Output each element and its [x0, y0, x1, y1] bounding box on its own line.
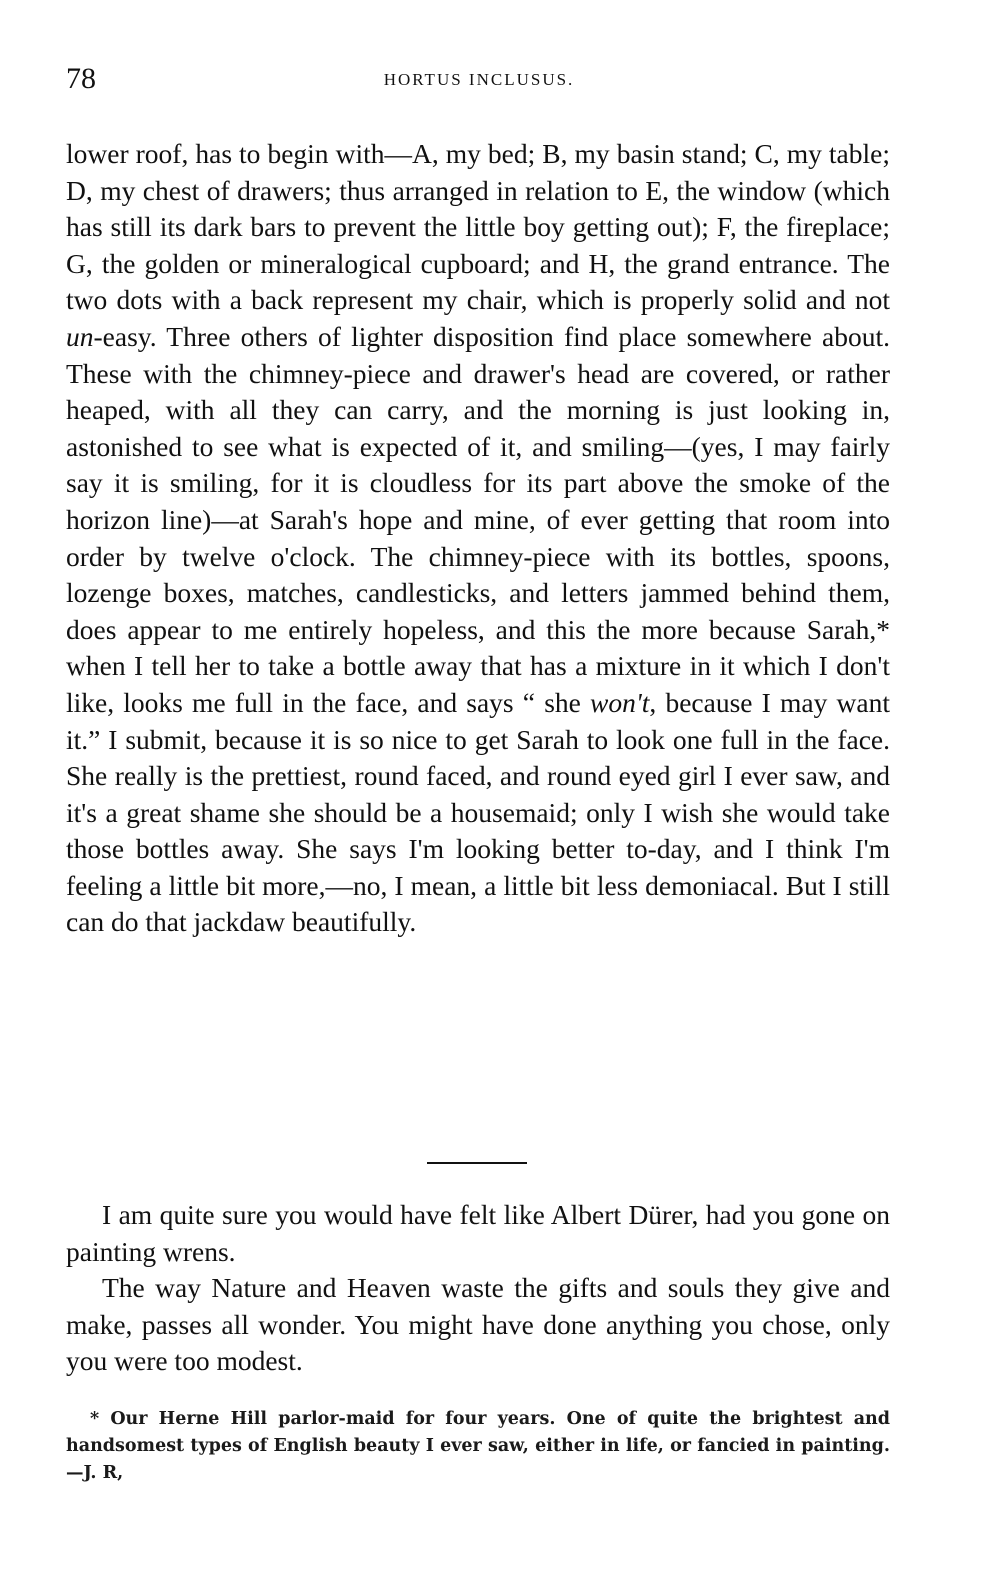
- section-divider: [427, 1162, 527, 1164]
- page-number: 78: [66, 62, 96, 95]
- footnote: * Our Herne Hill parlor-maid for four years. One of quite the brightest and handsomest types of English beauty I ever saw, either in life, or fancied in painting.—J. R,: [66, 1409, 890, 1483]
- running-title: HORTUS INCLUSUS.: [383, 70, 575, 89]
- text-segment: lower roof, has to begin with—A, my bed; B, my basin stand; C, my table; D, my chest of drawers; thus arranged in relation to E, the window (which has still its dark bars to prevent the little boy getting out); F, the fireplace; G, the golden or mineralogical cupboard; and H, the grand entrance. The two dots with a back represent my chair, which is properly solid and not: [66, 138, 890, 316]
- text-segment: I am quite sure you would have felt like Albert Dürer, had you gone on painting wrens.: [66, 1199, 890, 1267]
- italic-segment: won't: [590, 686, 650, 718]
- running-head: [66, 62, 892, 96]
- text-segment: -easy. Three others of lighter disposition find place somewhere about. These with the chimney-piece and drawer's head are covered, or rather heaped, with all they can carry, and the morning is just looking in, astonished to see what is expected of it, and smiling—(yes, I may fairly say it is smiling, for it is cloudless for its part above the smoke of the horizon line)—at Sarah's hope and mine, of ever getting that room into order by twelve o'clock. The chimney-piece with its bottles, spoons, lozenge boxes, matches, candlesticks, and letters jammed behind them, does appear to me entirely hopeless, and this the more because Sarah,* when I tell her to take a bottle away that has a mixture in it which I don't like, looks me full in the face, and says “ she: [66, 320, 890, 718]
- italic-segment: un: [66, 320, 94, 352]
- text-segment: , because I may want it.” I submit, because it is so nice to get Sarah to look one full in the face. She really is the prettiest, round faced, and round eyed girl I ever saw, and it's a great shame she should be a housemaid; only I wish she would take those bottles away. She says I'm looking better to-day, and I think I'm feeling a little bit more,—no, I mean, a little bit less demoniacal. But I still can do that jackdaw beautifully.: [66, 686, 890, 938]
- text-segment: The way Nature and Heaven waste the gifts and souls they give and make, passes all wonder. You might have done anything you chose, only you were too modest.: [66, 1272, 890, 1377]
- body-paragraph-2: [66, 1197, 890, 1270]
- body-paragraph-1: [66, 136, 890, 941]
- body-paragraph-3: [66, 1270, 890, 1380]
